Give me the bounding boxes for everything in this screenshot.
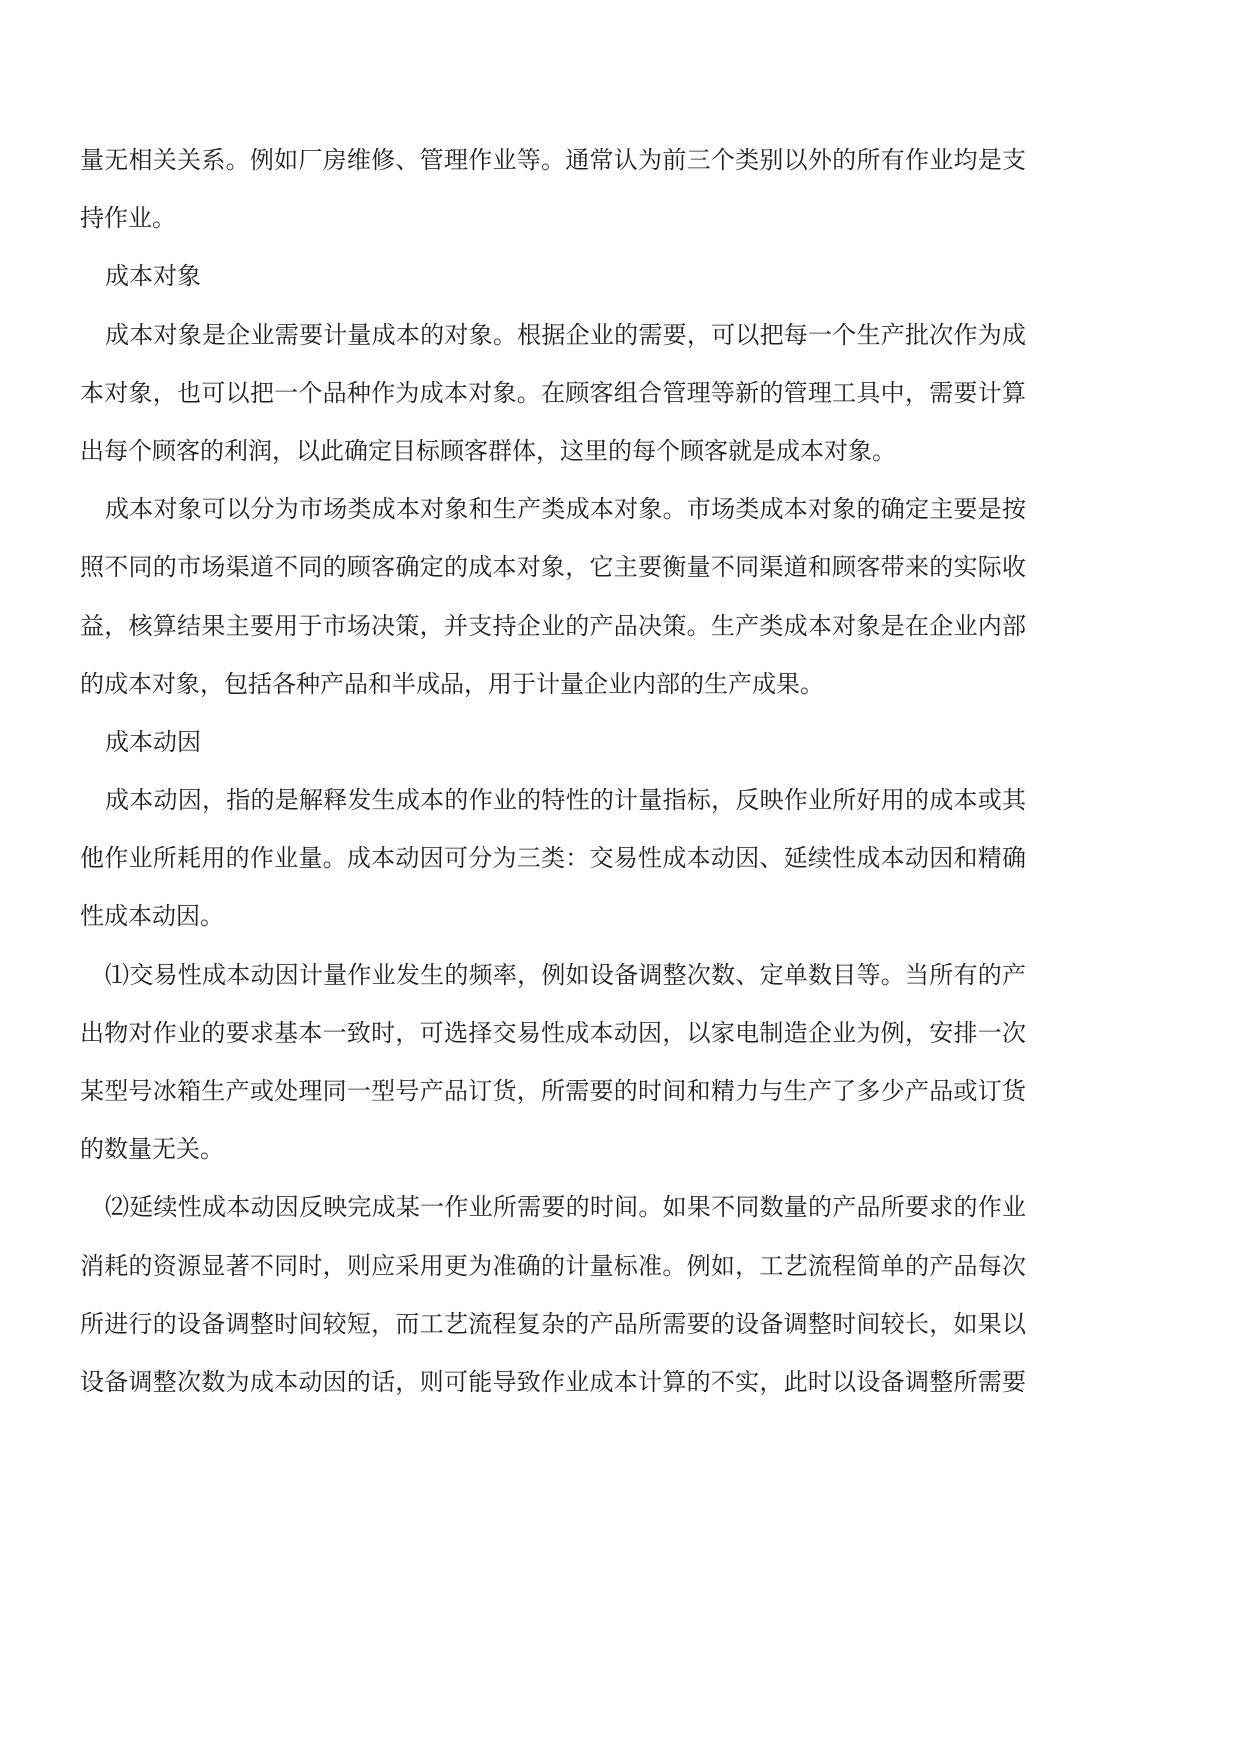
text-line: 他作业所耗用的作业量。成本动因可分为三类：交易性成本动因、延续性成本动因和精确 — [80, 844, 1026, 873]
text-line: 出每个顾客的利润，以此确定目标顾客群体，这里的每个顾客就是成本对象。 — [80, 436, 896, 465]
text-line: 成本对象是企业需要计量成本的对象。根据企业的需要，可以把每一个生产批次作为成 — [105, 320, 1026, 349]
text-line: 益，核算结果主要用于市场决策，并支持企业的产品决策。生产类成本对象是在企业内部 — [80, 611, 1026, 640]
paragraph-cost-object-types — [80, 480, 1026, 713]
text-line: 消耗的资源显著不同时，则应采用更为准确的计量标准。例如，工艺流程简单的产品每次 — [80, 1251, 1026, 1280]
paragraph-duration-driver — [80, 1178, 1026, 1411]
text-line: ⑵延续性成本动因反映完成某一作业所需要的时间。如果不同数量的产品所要求的作业 — [105, 1193, 1026, 1222]
heading-cost-object — [80, 247, 1026, 305]
paragraph-continuation — [80, 131, 1026, 247]
text-line: 照不同的市场渠道不同的顾客确定的成本对象，它主要衡量不同渠道和顾客带来的实际收 — [80, 553, 1026, 582]
text-line: 本对象，也可以把一个品种作为成本对象。在顾客组合管理等新的管理工具中，需要计算 — [80, 378, 1026, 407]
text-line: 的成本对象，包括各种产品和半成品，用于计量企业内部的生产成果。 — [80, 669, 824, 698]
section-heading: 成本动因 — [105, 727, 201, 756]
section-heading: 成本对象 — [105, 262, 201, 291]
text-line: 出物对作业的要求基本一致时，可选择交易性成本动因，以家电制造企业为例，安排一次 — [80, 1018, 1026, 1047]
text-line: 量无相关关系。例如厂房维修、管理作业等。通常认为前三个类别以外的所有作业均是支 — [80, 146, 1026, 174]
text-line: ⑴交易性成本动因计量作业发生的频率，例如设备调整次数、定单数目等。当所有的产 — [105, 960, 1026, 989]
text-line: 持作业。 — [80, 204, 176, 233]
text-line: 成本对象可以分为市场类成本对象和生产类成本对象。市场类成本对象的确定主要是按 — [105, 495, 1026, 524]
paragraph-cost-driver-definition — [80, 771, 1026, 946]
text-line: 的数量无关。 — [80, 1135, 224, 1164]
text-line: 成本动因，指的是解释发生成本的作业的特性的计量指标，反映作业所好用的成本或其 — [105, 786, 1026, 815]
text-line: 设备调整次数为成本动因的话，则可能导致作业成本计算的不实，此时以设备调整所需要 — [80, 1367, 1026, 1396]
text-line: 所进行的设备调整时间较短，而工艺流程复杂的产品所需要的设备调整时间较长，如果以 — [80, 1309, 1026, 1338]
heading-cost-driver — [80, 713, 1026, 771]
text-line: 某型号冰箱生产或处理同一型号产品订货，所需要的时间和精力与生产了多少产品或订货 — [80, 1077, 1026, 1105]
paragraph-transaction-driver — [80, 946, 1026, 1179]
paragraph-cost-object-definition — [80, 306, 1026, 481]
document-page — [80, 131, 1026, 1411]
text-line: 性成本动因。 — [80, 902, 224, 931]
